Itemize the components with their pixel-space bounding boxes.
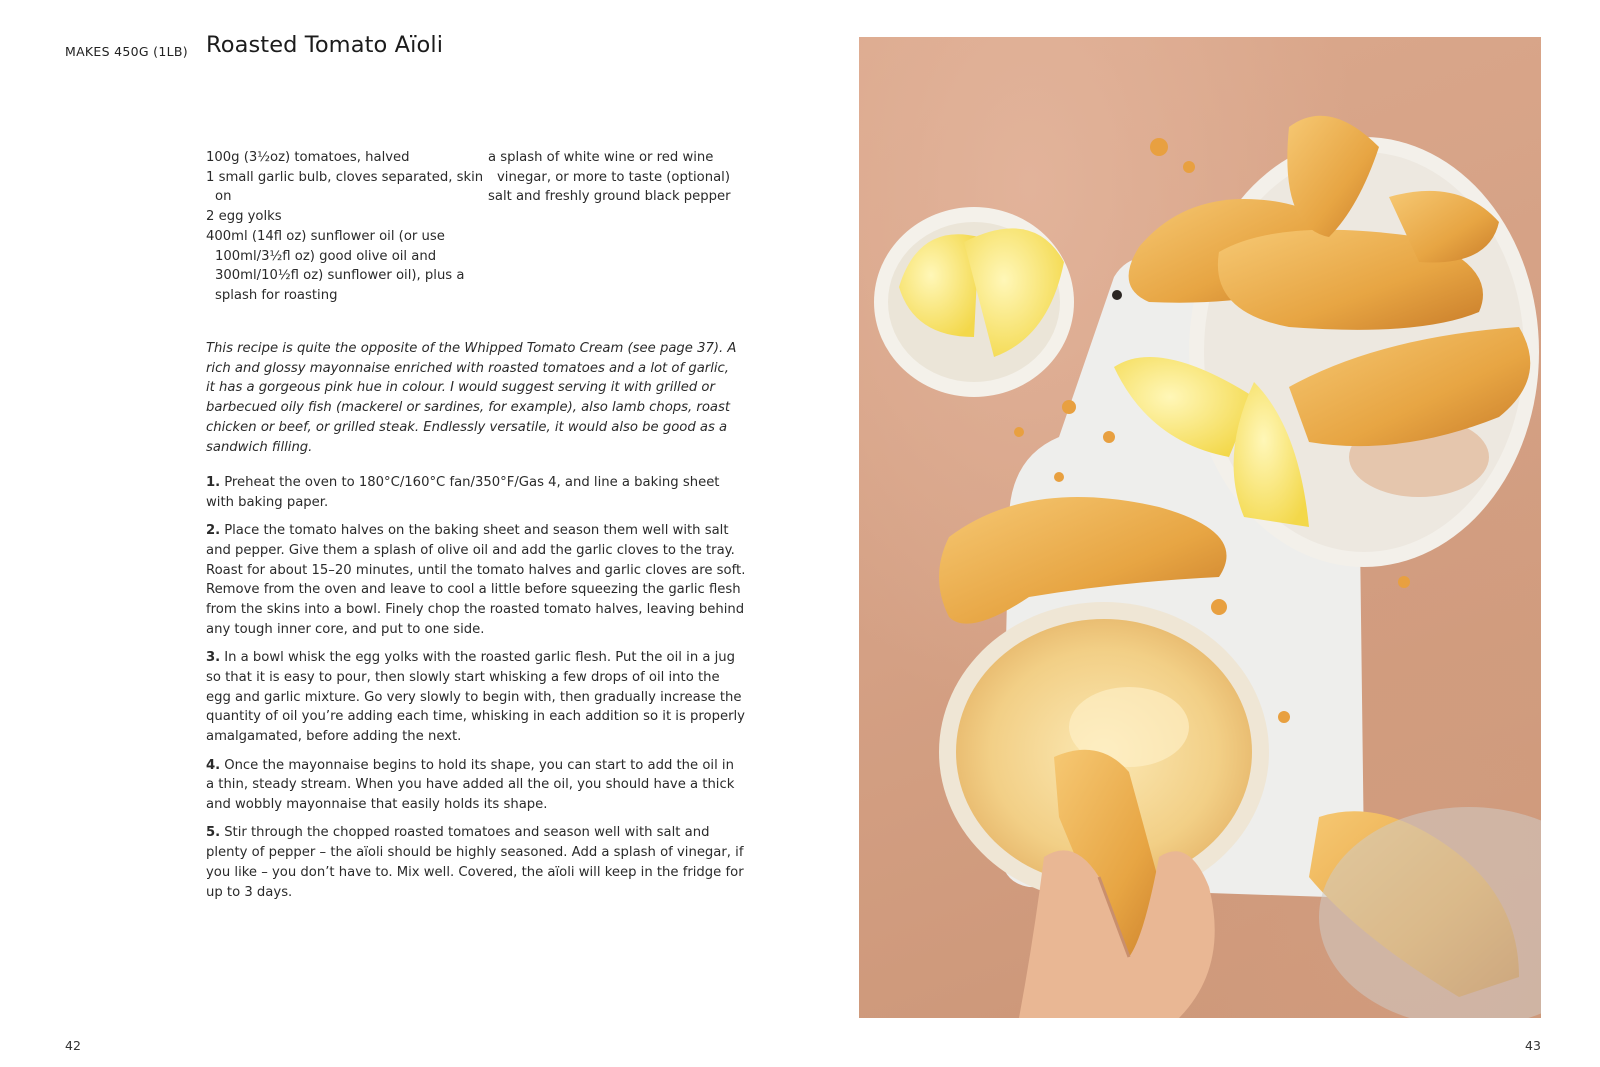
method-step bbox=[206, 648, 746, 747]
page-number-right: 43 bbox=[1525, 1038, 1541, 1053]
step-number: 2. bbox=[206, 523, 221, 539]
method-step bbox=[206, 521, 746, 639]
step-text: Preheat the oven to 180°C/160°C fan/350°F/Gas 4, and line a baking sheet with baking paper. bbox=[206, 475, 720, 510]
step-text: Place the tomato halves on the baking sheet and season them well with salt and pepper. Give them a splash of olive oil and add the garlic cloves to the tray. Roast for about 15–20 minutes, until the tomato halves and garlic cloves are soft. Remove from the oven and leave to cool a little before squeezing the garlic flesh from the skins into a bowl. Finely chop the roasted tomato halves, leaving behind any tough inner core, and put to one side. bbox=[206, 523, 746, 637]
ingredient-item: a splash of white wine or red wine vinegar, or more to taste (optional) bbox=[488, 150, 730, 185]
recipe-title: Roasted Tomato Aïoli bbox=[206, 32, 444, 58]
food-photo bbox=[859, 37, 1541, 1018]
step-number: 4. bbox=[206, 757, 221, 773]
method-step bbox=[206, 823, 746, 902]
step-text: Stir through the chopped roasted tomatoes and season well with salt and plenty of pepper – the aïoli should be highly seasoned. Add a splash of vinegar, if you like – you don’t have to. Mix well. Covered, the aïoli will keep in the fridge for up to 3 days. bbox=[206, 825, 744, 900]
step-number: 5. bbox=[206, 825, 221, 841]
step-text: Once the mayonnaise begins to hold its shape, you can start to add the oil in a thin, steady stream. When you have added all the oil, you should have a thick and wobbly mayonnaise that easily holds its shape. bbox=[206, 757, 735, 812]
recipe-intro: This recipe is quite the opposite of the Whipped Tomato Cream (see page 37). A rich and glossy mayonnaise enriched with roasted tomatoes and a lot of garlic, it has a gorgeous pink hue in colour. I would suggest serving it with grilled or barbecued oily fish (mackerel or sardines, for example), also lamb chops, roast chicken or beef, or grilled steak. Endlessly versatile, it would also be good as a sandwich filling. bbox=[206, 341, 737, 455]
ingredient-item: 1 small garlic bulb, cloves separated, skin on bbox=[206, 169, 484, 205]
ingredients-list bbox=[206, 148, 746, 306]
ingredient-item: 2 egg yolks bbox=[206, 209, 282, 225]
ingredient-item: 400ml (14fl oz) sunflower oil (or use 100ml/3½fl oz) good olive oil and 300ml/10½fl oz) sunflower oil), plus a splash for roasting bbox=[206, 228, 465, 303]
step-text: In a bowl whisk the egg yolks with the roasted garlic flesh. Put the oil in a jug so that it is easy to pour, then slowly start whisking a few drops of oil into the egg and garlic mixture. Go very slowly to begin with, then gradually increase the quantity of oil you’re adding each time, whisking in each addition so it is properly amalgamated, before adding the next. bbox=[206, 650, 745, 745]
page-number-left: 42 bbox=[65, 1038, 81, 1053]
method-step bbox=[206, 473, 746, 512]
lemon-bowl bbox=[874, 207, 1074, 397]
step-number: 3. bbox=[206, 650, 221, 666]
step-number: 1. bbox=[206, 475, 221, 490]
ingredient-item: salt and freshly ground black pepper bbox=[488, 189, 731, 205]
ingredients-column-right bbox=[488, 148, 738, 306]
method-step bbox=[206, 756, 746, 815]
method-steps bbox=[206, 473, 746, 911]
recipe-yield: MAKES 450G (1LB) bbox=[65, 44, 188, 59]
ingredient-item: 100g (3½oz) tomatoes, halved bbox=[206, 150, 410, 165]
ingredients-column-left bbox=[206, 148, 488, 306]
